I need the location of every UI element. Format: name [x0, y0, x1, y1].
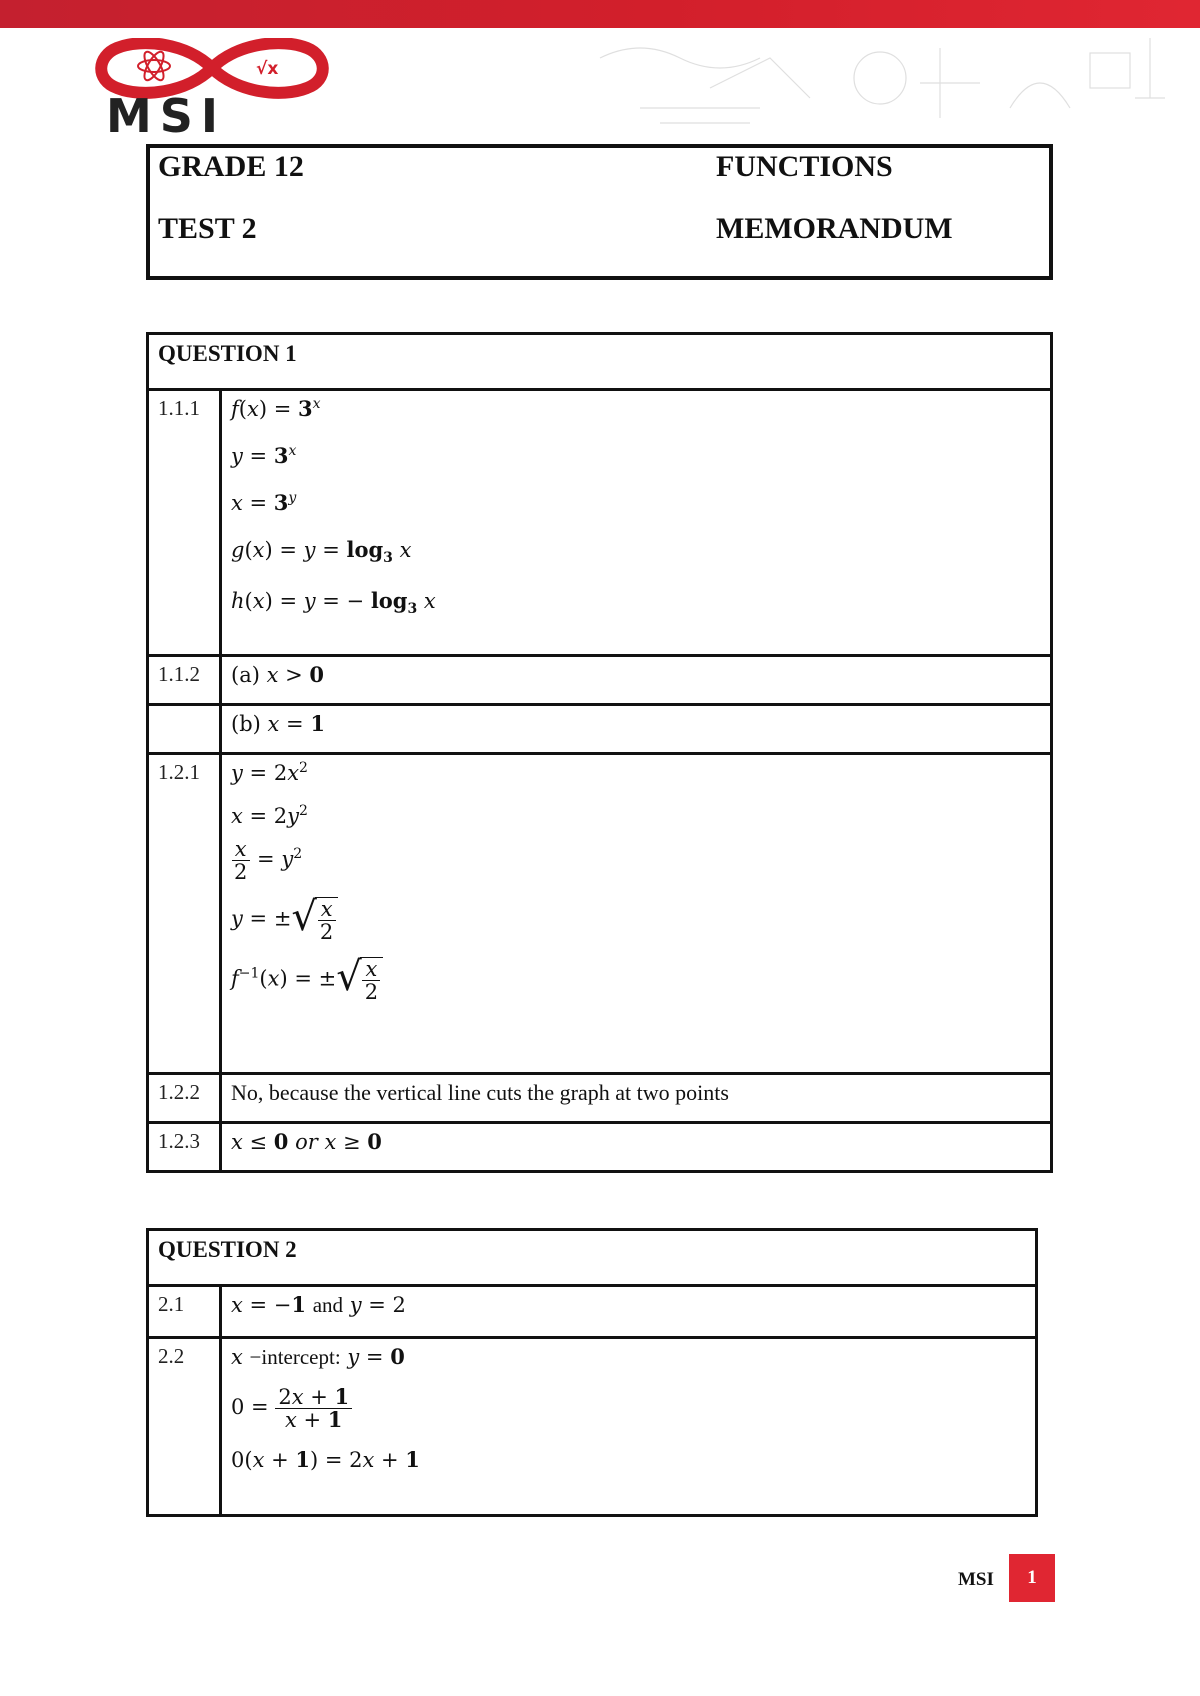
subject-label: FUNCTIONS [716, 150, 893, 183]
item-number: 2.1 [148, 1286, 221, 1338]
item-number: 1.1.1 [148, 390, 221, 656]
item-number: 2.2 [148, 1338, 221, 1516]
question-2-table [146, 1228, 1038, 1517]
background-math-sketch [580, 28, 1200, 138]
answer-1-1-2a: (a) x > 0 [221, 656, 1052, 705]
memo-label: MEMORANDUM [716, 212, 953, 245]
answer-2-2: x −intercept: y = 0 0 = $\frac{2x + 1}{x + 1}$ 0(x + 1) = 2x + 1 [221, 1338, 1037, 1516]
item-number-empty [148, 705, 221, 754]
question-1-title: QUESTION 1 [148, 334, 1052, 390]
grade-label: GRADE 12 [158, 150, 304, 183]
question-2-title: QUESTION 2 [148, 1230, 1037, 1286]
answer-1-2-2: No, because the vertical line cuts the graph at two points [221, 1074, 1052, 1123]
answer-1-1-2b: (b) x = 1 [221, 705, 1052, 754]
item-number: 1.2.1 [148, 754, 221, 1074]
msi-logo [92, 38, 332, 136]
item-number: 1.2.2 [148, 1074, 221, 1123]
answer-1-2-1: $y = 2x^2$ $x = 2y^2$ $\frac{x}{2}$ = $y^2$ y = ± √ $\frac{x}{2}$ $f^{-1}(x)$ = ± √ $\frac{x}{2}$ [221, 754, 1052, 1074]
item-number: 1.2.3 [148, 1123, 221, 1172]
sqrt-x-symbol: √x [256, 59, 279, 79]
top-brand-bar [0, 0, 1200, 28]
answer-1-2-3: x ≤ 0 or x ≥ 0 [221, 1123, 1052, 1172]
answer-2-1: x = −1 and y = 2 [221, 1286, 1037, 1338]
atom-icon [138, 49, 170, 83]
question-1-table [146, 332, 1053, 1173]
item-number: 1.1.2 [148, 656, 221, 705]
footer-label: MSI [958, 1569, 994, 1590]
logo-text: MSI [106, 89, 227, 136]
page-number: 1 [1009, 1554, 1055, 1602]
test-label: TEST 2 [158, 212, 257, 245]
answer-1-1-1: $f(x) = 3^x$ $y = 3^x$ $x = 3^y$ $g(x) = y = \log_3 x$ h(x) = y = − $\log_3 x$ [221, 390, 1052, 656]
